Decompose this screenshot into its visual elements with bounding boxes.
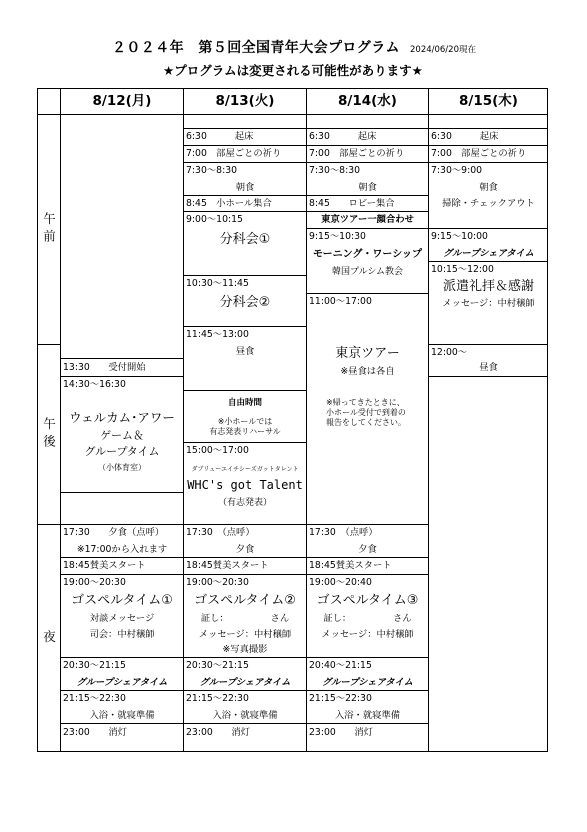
- event-detail: メッセージ：中村穣師: [198, 629, 292, 640]
- period-morning: [37, 115, 60, 345]
- event-time: 12:00～: [431, 347, 468, 358]
- schedule-cell: [184, 724, 306, 752]
- event-title: 分科会①: [219, 232, 271, 247]
- schedule-cell: [184, 163, 306, 196]
- event-title: WHC's got Talent: [187, 478, 303, 492]
- event-reading: ダブリューエイチシーズガットタレント: [191, 466, 299, 473]
- event-time: 7:00 部屋ごとの祈り: [186, 148, 282, 159]
- event-detail: メッセージ：中村穣師: [321, 629, 414, 640]
- schedule-cell: [307, 229, 428, 294]
- header-date-8-15: 8/15(木): [428, 88, 548, 115]
- event-note: 有志発表リハーサル: [209, 427, 281, 436]
- event-time: 11:45～13:00: [186, 329, 249, 340]
- event-title: 昼食: [235, 345, 255, 357]
- schedule-cell: [184, 443, 306, 525]
- return-instructions: [307, 398, 428, 428]
- event-title: 昼食: [479, 362, 498, 373]
- event-detail: グループタイム: [84, 445, 160, 458]
- event-title: ゴスペルタイム③: [316, 593, 419, 608]
- period-night: [37, 525, 60, 752]
- event-detail: ゲーム＆: [100, 429, 144, 442]
- event-title: 夕食: [235, 543, 255, 555]
- period-label: 夜: [41, 629, 57, 648]
- event-title: 朝食: [358, 181, 377, 193]
- event-note: ※昼食は各自: [340, 366, 395, 377]
- schedule-cell: [429, 129, 548, 146]
- event-time: 10:30～11:45: [186, 278, 249, 289]
- event-time: 23:00 消灯: [186, 727, 250, 738]
- event-title: ウェルカム･アワー: [69, 410, 175, 425]
- event-title: 東京ツアー: [335, 346, 400, 361]
- event-title: ゴスペルタイム②: [194, 593, 296, 608]
- event-title: 派遣礼拝＆感謝: [442, 279, 534, 294]
- schedule-cell: [429, 262, 548, 345]
- schedule-cell: [61, 724, 183, 752]
- period-label: 午前: [41, 212, 57, 247]
- schedule-cell: [429, 163, 548, 229]
- event-time: 20:40～21:15: [309, 660, 372, 671]
- event-time: 7:30～8:30: [186, 165, 238, 176]
- event-title: 朝食: [235, 181, 255, 193]
- schedule-cell: [184, 276, 306, 327]
- event-detail: 証し： さん: [200, 613, 290, 624]
- event-detail: メッセージ：中村穣師: [442, 298, 535, 309]
- schedule-cell: [184, 129, 306, 146]
- event-title: 入浴・就寝準備: [89, 709, 155, 721]
- event-time: 6:30 起床: [309, 131, 377, 142]
- schedule-cell: [184, 691, 306, 724]
- event-title: 分科会②: [219, 294, 271, 310]
- event-time: 17:30 （点呼）: [309, 527, 378, 538]
- schedule-cell: [429, 345, 548, 377]
- schedule-cell-empty: [61, 493, 183, 525]
- event-time: 20:30～21:15: [63, 660, 126, 671]
- schedule-cell: [184, 575, 306, 658]
- header-date-8-13: 8/13(火): [183, 88, 306, 115]
- schedule-cell: [61, 658, 183, 691]
- schedule-cell: [61, 575, 183, 658]
- event-time: 19:00～20:40: [309, 577, 372, 588]
- event-time: 20:30～21:15: [186, 660, 249, 671]
- event-title: グループシェアタイム: [443, 247, 534, 259]
- event-title: 自由時間: [227, 398, 262, 408]
- event-time: 9:15～10:30: [309, 231, 366, 242]
- document-title: ２０２４年 第５回全国青年大会プログラム: [112, 40, 400, 56]
- schedule-cell-empty: [429, 115, 548, 129]
- event-title: 掃除・チェックアウト: [442, 198, 535, 209]
- event-time: 14:30～16:30: [63, 379, 126, 390]
- event-note: 報告をしてください。: [326, 418, 406, 427]
- event-time: 13:30 受付開始: [63, 362, 146, 373]
- schedule-cell: [184, 212, 306, 276]
- event-time: 21:15～22:30: [63, 693, 126, 704]
- event-time: 19:00～20:30: [63, 577, 126, 588]
- schedule-cell: [184, 558, 306, 575]
- event-time: 6:30 起床: [431, 131, 499, 142]
- schedule-cell: [184, 327, 306, 391]
- schedule-cell: [307, 146, 428, 163]
- event-title: グループシェアタイム: [76, 676, 168, 688]
- event-title: 入浴・就寝準備: [212, 709, 278, 721]
- event-location: （小体育室）: [98, 463, 146, 472]
- event-title: 朝食: [479, 181, 498, 193]
- schedule-cell: [184, 391, 306, 443]
- schedule-cell: [61, 377, 183, 493]
- event-time: 9:15～10:00: [431, 231, 488, 242]
- schedule-cell: [307, 196, 428, 212]
- change-notice: ★プログラムは変更される可能性があります★: [163, 63, 423, 78]
- schedule-cell: [61, 691, 183, 724]
- event-note: ※帰ってきたときに、: [326, 398, 405, 407]
- event-time: 18:45賛美スタート: [186, 560, 269, 571]
- event-time: 8:45 小ホール集合: [186, 198, 272, 209]
- event-time: 18:45賛美スタート: [63, 560, 146, 571]
- day-column-8-12: [60, 115, 183, 752]
- header-date-8-12: 8/12(月): [60, 88, 183, 115]
- schedule-cell: [429, 229, 548, 262]
- schedule-cell: [307, 294, 428, 525]
- event-time: 7:30～9:00: [431, 165, 483, 176]
- event-detail: 証し： さん: [323, 613, 412, 624]
- header-corner: [37, 88, 60, 115]
- event-time: 23:00 消灯: [63, 727, 127, 738]
- event-time: 17:30 （点呼）: [186, 527, 255, 538]
- schedule-cell: [184, 525, 306, 558]
- schedule-cell: [307, 129, 428, 146]
- day-column-8-13: [183, 115, 306, 752]
- event-time: 21:15～22:30: [309, 693, 372, 704]
- period-column: [37, 115, 60, 752]
- schedule-cell: [184, 146, 306, 163]
- event-time: 6:30 起床: [186, 131, 254, 142]
- event-time: 7:00 部屋ごとの祈り: [309, 148, 405, 159]
- schedule-cell-empty: [429, 377, 548, 752]
- schedule-cell: [307, 691, 428, 724]
- event-note: ※小ホールでは: [217, 417, 273, 426]
- schedule-cell: [61, 558, 183, 575]
- schedule-cell: [429, 146, 548, 163]
- event-time: 11:00～17:00: [309, 296, 372, 307]
- schedule-cell-empty: [61, 115, 183, 359]
- day-column-8-15: [428, 115, 548, 752]
- day-column-8-14: [306, 115, 428, 752]
- event-title: 東京ツアー一顔合わせ: [321, 214, 414, 225]
- event-location: 韓国プルシム教会: [331, 266, 404, 277]
- event-title: 入浴・就寝準備: [334, 709, 401, 721]
- schedule-cell: [307, 525, 428, 558]
- schedule-cell-empty: [184, 115, 306, 129]
- event-time: 21:15～22:30: [186, 693, 249, 704]
- schedule-cell-empty: [307, 115, 428, 129]
- event-time: 17:30 夕食（点呼）: [63, 527, 165, 538]
- event-detail: （有志発表）: [217, 498, 272, 508]
- schedule-cell: [61, 359, 183, 377]
- event-time: 18:45賛美スタート: [309, 560, 392, 571]
- header-date-8-14: 8/14(水): [306, 88, 428, 115]
- event-note: ※17:00から入れます: [76, 543, 168, 555]
- event-time: 9:00～10:15: [186, 214, 243, 225]
- schedule-cell: [307, 212, 428, 229]
- event-time: 8:45 ロビー集合: [309, 198, 395, 209]
- schedule-cell: [184, 658, 306, 691]
- as-of-date: 2024/06/20現在: [410, 45, 476, 55]
- event-time: 10:15～12:00: [431, 264, 494, 275]
- event-title: モーニング・ワーシップ: [313, 248, 422, 260]
- event-time: 19:00～20:30: [186, 577, 249, 588]
- schedule-cell: [61, 525, 183, 558]
- event-detail: 対談メッセージ: [89, 613, 155, 624]
- event-title: グループシェアタイム: [199, 676, 291, 688]
- schedule-cell: [184, 196, 306, 212]
- schedule-cell: [307, 724, 428, 752]
- schedule-cell: [307, 163, 428, 196]
- event-title: グループシェアタイム: [322, 676, 413, 688]
- event-title: ゴスペルタイム①: [71, 593, 173, 608]
- event-time: 7:30～8:30: [309, 165, 361, 176]
- event-detail: 司会：中村穣師: [89, 629, 155, 640]
- event-note: 小ホール受付で到着の: [326, 408, 406, 417]
- period-label: 午後: [41, 417, 57, 452]
- event-note: ※写真撮影: [222, 644, 268, 655]
- schedule-cell: [307, 558, 428, 575]
- event-time: 23:00 消灯: [309, 727, 373, 738]
- period-afternoon: [37, 345, 60, 525]
- schedule-cell: [307, 658, 428, 691]
- event-time: 7:00 部屋ごとの祈り: [431, 148, 527, 159]
- schedule-cell: [307, 575, 428, 658]
- event-time: 15:00～17:00: [186, 445, 249, 456]
- event-title: 夕食: [358, 543, 377, 555]
